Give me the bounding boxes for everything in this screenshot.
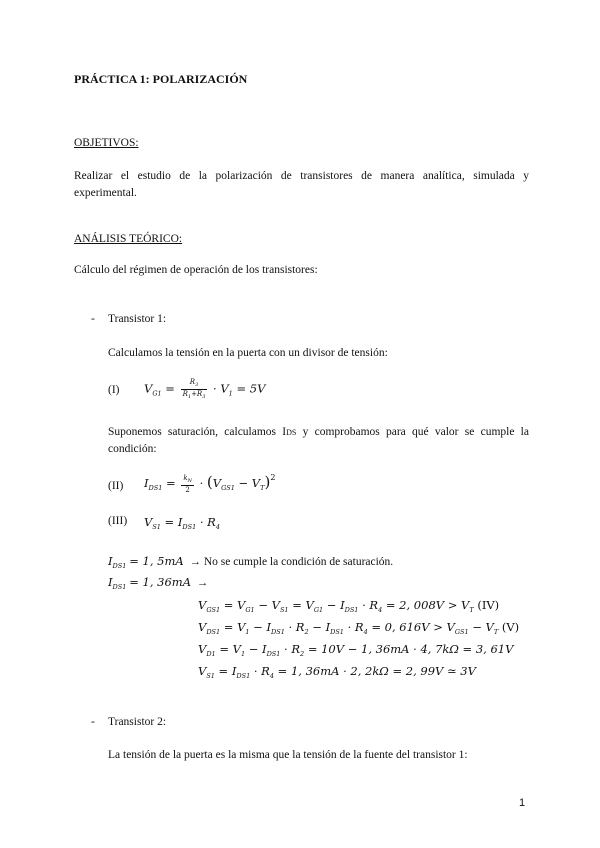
analisis-heading: ANÁLISIS TEÓRICO: bbox=[74, 233, 183, 245]
eq-II: $I_{DS1}$ = $\frac{k_N}{2}$ · $(V_{GS1} - V_T)^2$ bbox=[144, 473, 276, 494]
result-1: $V_{GS1} = V_{G1} - V_{S1} = V_{G1} - I_{DS1} \cdot R_4 = 2$, $008V > V_T$ (IV) bbox=[198, 598, 500, 614]
result-2: $V_{DS1} = V_1 - I_{DS1} \cdot R_2 - I_{DS1} \cdot R_4 = 0$, $616V > V_{GS1} - V_T$ (V) bbox=[198, 620, 520, 636]
eq-I-label: (I) bbox=[108, 384, 120, 396]
eq-I-fraction: $\frac{R_3}{R_1+R_3}$ bbox=[182, 378, 206, 400]
eq-I: $V_{G1}$ = $\frac{R_3}{R_1+R_3}$ · $V_1 = 5V$ bbox=[144, 378, 266, 400]
objetivos-line-1: Realizar el estudio de la polarización de transistores de manera analítica, simulada y bbox=[74, 170, 529, 182]
eq-II-fraction: $\frac{k_N}{2}$ bbox=[183, 474, 192, 494]
page-title: PRÁCTICA 1: POLARIZACIÓN bbox=[74, 72, 248, 86]
eq-III: $V_{S1} = I_{DS1} \cdot R_4$ bbox=[144, 515, 220, 531]
eq-III-label: (III) bbox=[108, 515, 128, 527]
test-2: $I_{DS1} = 1$, 36mA → bbox=[108, 575, 209, 591]
saturation-paragraph: Suponemos saturación, calculamos IDS y comprobamos para qué valor se cumple la condición: bbox=[108, 426, 529, 455]
analisis-intro: Cálculo del régimen de operación de los transistores: bbox=[74, 264, 318, 276]
divider-text: Calculamos la tensión en la puerta con un divisor de tensión: bbox=[108, 347, 388, 359]
transistor-1-label: Transistor 1: bbox=[108, 313, 167, 325]
transistor-2-label: Transistor 2: bbox=[108, 716, 167, 728]
bullet-transistor-2: - bbox=[91, 716, 95, 728]
bullet-transistor-1: - bbox=[91, 313, 95, 325]
objetivos-heading: OBJETIVOS: bbox=[74, 137, 139, 149]
eq-II-label: (II) bbox=[108, 480, 124, 492]
page-number: 1 bbox=[519, 797, 526, 809]
test-1: $I_{DS1} = 1$, 5mA → No se cumple la condición de saturación. bbox=[108, 554, 394, 570]
result-3: $V_{D1} = V_1 - I_{DS1} \cdot R_2 = 10V - 1$, 36mA · 4, 7kΩ = 3, 61V bbox=[198, 642, 514, 658]
objetivos-line-2: experimental. bbox=[74, 187, 137, 199]
result-4: $V_{S1} = I_{DS1} \cdot R_4 = 1$, 36mA · 2, 2kΩ = 2, 99V ≃ 3V bbox=[198, 664, 476, 680]
eq-I-rhs: = 5V bbox=[236, 381, 266, 396]
transistor-2-text: La tensión de la puerta es la misma que la tensión de la fuente del transistor 1: bbox=[108, 749, 468, 761]
objetivos-paragraph bbox=[74, 168, 529, 202]
